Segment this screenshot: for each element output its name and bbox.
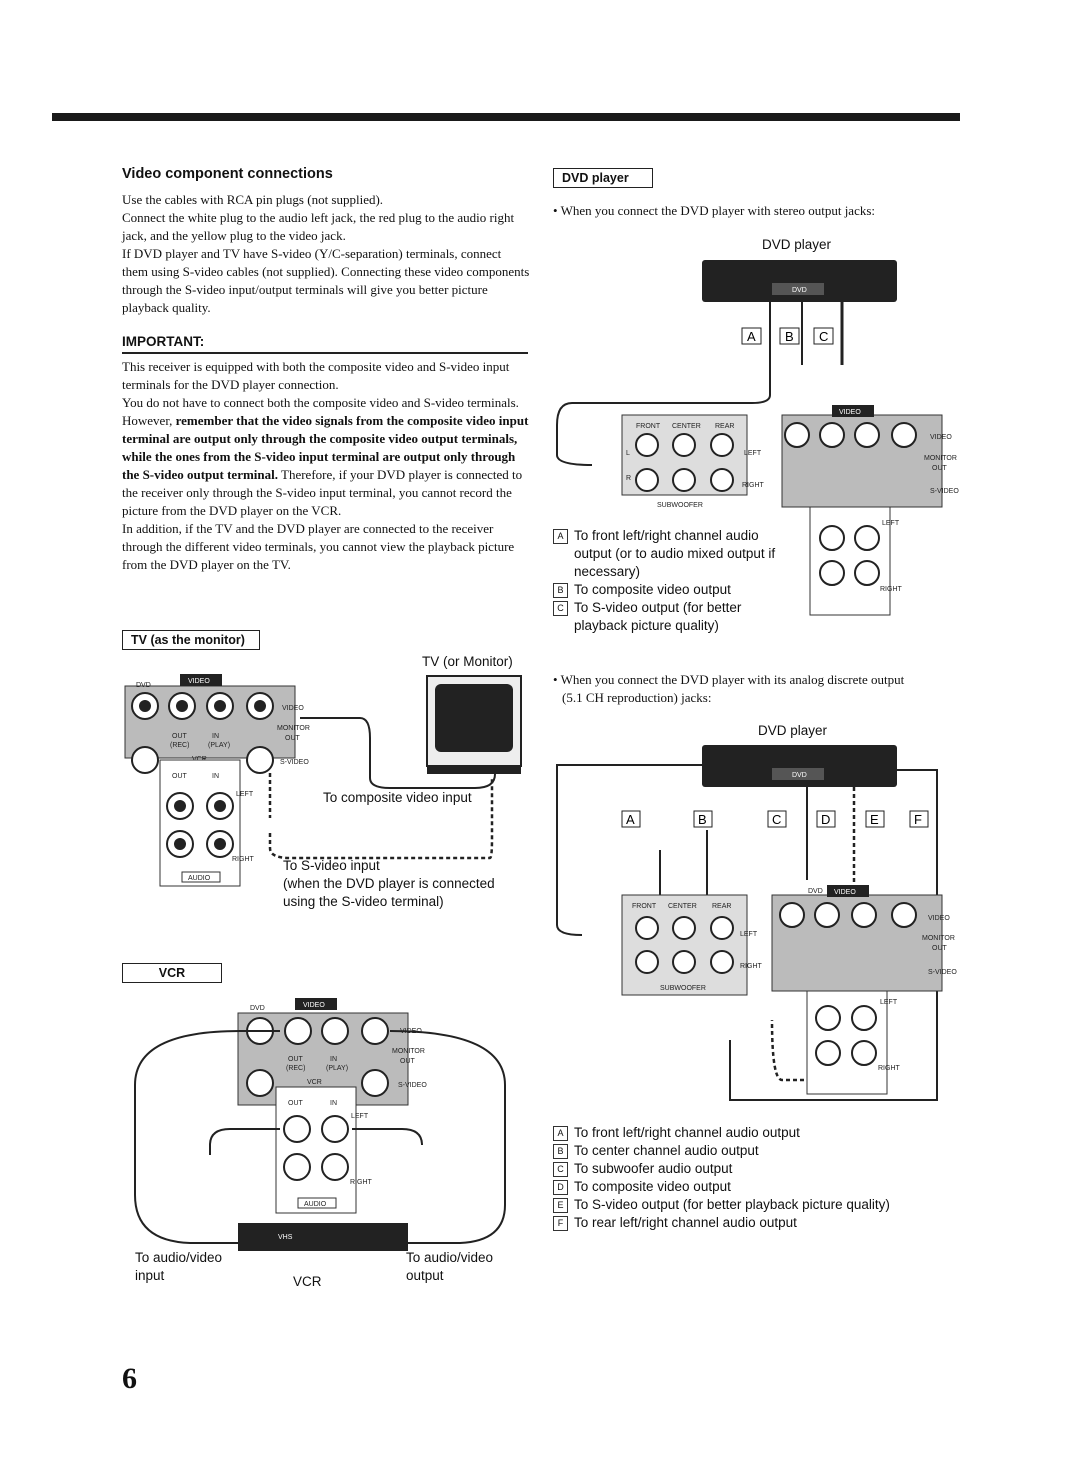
dvd-bullet-1-text: When you connect the DVD player with stereo output jacks:: [560, 203, 876, 218]
panel-monitor: MONITOR: [277, 725, 310, 732]
legend-text: output (or to audio mixed output if: [574, 546, 776, 561]
jack: [322, 1018, 348, 1044]
svideo-jack: [362, 1070, 388, 1096]
jack: [636, 469, 658, 491]
legend-text: To front left/right channel audio: [574, 528, 759, 543]
dvd-bullet-1: • When you connect the DVD player with stereo output jacks:: [553, 203, 876, 218]
center-cable: [660, 830, 707, 900]
jack-core: [174, 800, 186, 812]
jack: [855, 526, 879, 550]
panel-out2: OUT: [288, 1100, 303, 1107]
panel-left: LEFT: [744, 450, 762, 457]
legend-1-row: [553, 581, 813, 599]
jack: [673, 917, 695, 939]
panel-rec: (REC): [170, 742, 190, 749]
jack: [711, 434, 733, 456]
panel-right2: RIGHT: [878, 1065, 900, 1072]
letter-d: D: [821, 812, 831, 827]
panel-play: (PLAY): [326, 1065, 349, 1072]
legend-key: A: [553, 529, 568, 544]
panel-out: OUT: [288, 1056, 303, 1063]
legend-key: F: [553, 1216, 568, 1231]
jack-core: [254, 700, 266, 712]
jack: [322, 1116, 348, 1142]
panel-right: RIGHT: [740, 963, 762, 970]
vcr-input-caption-2: input: [135, 1268, 165, 1283]
section-title: Video component connections: [122, 166, 333, 182]
jack: [855, 561, 879, 585]
legend-key: D: [553, 1180, 568, 1195]
jack: [285, 1018, 311, 1044]
dvd-audio-panel: [622, 895, 747, 995]
jack-core: [176, 700, 188, 712]
jack: [636, 917, 658, 939]
legend-1: [553, 527, 813, 635]
panel-out: OUT: [172, 733, 187, 740]
panel-right: RIGHT: [742, 482, 764, 489]
legend-2-row: [553, 1214, 890, 1232]
vcr-section-label: VCR: [122, 963, 222, 983]
jack: [711, 951, 733, 973]
audio-block: [810, 507, 890, 615]
important-heading: IMPORTANT:: [122, 334, 205, 349]
legend-key: C: [553, 601, 568, 616]
panel-right: RIGHT: [350, 1179, 372, 1186]
panel-subwoofer: SUBWOOFER: [660, 985, 706, 992]
panel-video-label: VIDEO: [400, 1028, 422, 1035]
legend-text: playback picture quality): [574, 618, 719, 633]
legend-2-row: [553, 1196, 890, 1214]
jack: [815, 903, 839, 927]
letter-f: F: [914, 812, 922, 827]
letter-a: A: [747, 329, 756, 344]
jack: [673, 469, 695, 491]
panel-video-tag: VIDEO: [834, 889, 856, 896]
legend-text: To rear left/right channel audio output: [574, 1215, 797, 1230]
panel-right2: RIGHT: [880, 586, 902, 593]
jack: [636, 951, 658, 973]
legend-2: [553, 1124, 890, 1232]
letter-a: A: [626, 812, 635, 827]
legend-1-row: [553, 563, 813, 581]
legend-text: To front left/right channel audio output: [574, 1125, 800, 1140]
vcr-vhs-logo: VHS: [278, 1234, 293, 1241]
legend-1-row: [553, 599, 813, 617]
legend-text: To center channel audio output: [574, 1143, 759, 1158]
panel-left: LEFT: [740, 931, 758, 938]
legend-2-row: [553, 1142, 890, 1160]
svideo-cable: [270, 773, 492, 858]
jack: [673, 951, 695, 973]
panel-dvd-tag: DVD: [808, 888, 823, 895]
jack: [852, 1006, 876, 1030]
important-p1: This receiver is equipped with both the composite video and S-video input terminals for the DVD player connection.: [122, 359, 510, 392]
panel-audio: AUDIO: [188, 875, 211, 882]
tv-section-label: TV (as the monitor): [122, 630, 260, 650]
panel-subwoofer: SUBWOOFER: [657, 502, 703, 509]
panel-video-label: VIDEO: [928, 915, 950, 922]
dvd-bullet-2-text-a: When you connect the DVD player with its analog discrete output: [560, 672, 905, 687]
intro-p3: If DVD player and TV have S-video (Y/C-separation) terminals, connect them using S-video cables (not supplied). Connecting these video components through the S-video input/output terminals will give you better picture playback quality.: [122, 246, 530, 315]
panel-svideo: S-VIDEO: [398, 1082, 427, 1089]
vcr-output-caption-1: To audio/video: [406, 1250, 494, 1265]
jack: [892, 903, 916, 927]
important-p3: [122, 412, 530, 520]
vcr-input-caption-1: To audio/video: [135, 1250, 223, 1265]
panel-right: RIGHT: [232, 856, 254, 863]
legend-key: B: [553, 583, 568, 598]
jack: [284, 1154, 310, 1180]
panel-video-tag: VIDEO: [839, 409, 861, 416]
jack: [852, 903, 876, 927]
jack: [322, 1154, 348, 1180]
letter-c: C: [819, 329, 829, 344]
jack: [892, 423, 916, 447]
dvd-player-body: [702, 260, 897, 302]
panel-left: LEFT: [351, 1113, 369, 1120]
intro-text: [122, 191, 530, 317]
tv-svideo-caption-2: (when the DVD player is connected: [283, 876, 495, 891]
jack: [711, 917, 733, 939]
jack: [711, 469, 733, 491]
legend-text: To subwoofer audio output: [574, 1161, 733, 1176]
legend-text: To composite video output: [574, 582, 731, 597]
panel-monitor-out: OUT: [932, 465, 947, 472]
panel-rear: REAR: [712, 903, 732, 910]
panel-vcr: VCR: [307, 1079, 322, 1086]
panel-rear: REAR: [715, 423, 735, 430]
vcr-device-label: VCR: [293, 1274, 322, 1289]
panel-svideo: S-VIDEO: [930, 488, 959, 495]
p3-tail: Therefore, if your DVD player is connected to the receiver only through the S-video input terminal, you cannot record the picture from the DVD player on the VCR.: [122, 467, 523, 518]
panel-left: LEFT: [236, 791, 254, 798]
panel-center: CENTER: [668, 903, 697, 910]
legend-1-row: [553, 545, 813, 563]
panel-svideo: S-VIDEO: [928, 969, 957, 976]
important-p2: You do not have to connect both the composite video and S-video terminals.: [122, 395, 519, 410]
panel-in2: IN: [330, 1100, 337, 1107]
intro-p1: Use the cables with RCA pin plugs (not supplied).: [122, 192, 384, 207]
panel-front: FRONT: [636, 423, 661, 430]
legend-2-row: [553, 1124, 890, 1142]
dvd-device-label-1: DVD player: [762, 237, 832, 252]
panel-rec: (REC): [286, 1065, 306, 1072]
panel-video-tag: VIDEO: [303, 1002, 325, 1009]
legend-text: To composite video output: [574, 1179, 731, 1194]
jack-core: [174, 838, 186, 850]
panel-front: FRONT: [632, 903, 657, 910]
legend-1-row: [553, 527, 813, 545]
panel-left2: LEFT: [880, 999, 898, 1006]
panel-r: R: [626, 475, 632, 482]
panel-center: CENTER: [672, 423, 701, 430]
jack: [855, 423, 879, 447]
vcr-output-caption-2: output: [406, 1268, 444, 1283]
panel-left2: LEFT: [882, 520, 900, 527]
jack-core: [214, 838, 226, 850]
audio-cable: [210, 1129, 280, 1155]
jack: [785, 423, 809, 447]
panel-in2: IN: [212, 773, 219, 780]
panel-play: (PLAY): [208, 742, 231, 749]
audio-block: [807, 991, 887, 1094]
tv-device-label: TV (or Monitor): [422, 654, 513, 669]
dvd-section-label: DVD player: [553, 168, 653, 188]
panel-out2: OUT: [172, 773, 187, 780]
panel-video-label: VIDEO: [930, 434, 952, 441]
p3-lead: However,: [122, 413, 176, 428]
panel-audio: AUDIO: [304, 1201, 327, 1208]
panel-dvd-tag: DVD: [250, 1005, 265, 1012]
important-p4: In addition, if the TV and the DVD player are connected to the receiver through the different video terminals, you cannot view the playback picture from the DVD player on the TV.: [122, 521, 515, 572]
panel-monitor-out: OUT: [400, 1058, 415, 1065]
panel-video-label: VIDEO: [282, 705, 304, 712]
legend-key: A: [553, 1126, 568, 1141]
panel-in: IN: [330, 1056, 337, 1063]
panel-l: L: [626, 450, 630, 457]
panel-in: IN: [212, 733, 219, 740]
letter-b: B: [698, 812, 707, 827]
panel-monitor: MONITOR: [922, 935, 955, 942]
important-text: [122, 358, 530, 574]
legend-text: To S-video output (for better playback picture quality): [574, 1197, 890, 1212]
svideo-jack: [247, 747, 273, 773]
tv-svideo-caption-3: using the S-video terminal): [283, 894, 444, 909]
panel-video-tag: VIDEO: [188, 678, 210, 685]
dvd-device-label-2: DVD player: [758, 723, 828, 738]
letter-e: E: [870, 812, 879, 827]
legend-key: E: [553, 1198, 568, 1213]
jack: [362, 1018, 388, 1044]
panel-monitor: MONITOR: [924, 455, 957, 462]
jack-core: [214, 800, 226, 812]
jack-core: [139, 700, 151, 712]
jack: [673, 434, 695, 456]
jack: [636, 434, 658, 456]
vcr-device: [238, 1223, 408, 1251]
panel-monitor: MONITOR: [392, 1048, 425, 1055]
audio-cable: [352, 1129, 422, 1145]
tv-base: [427, 766, 521, 774]
svideo-jack: [247, 1070, 273, 1096]
intro-p2: Connect the white plug to the audio left jack, the red plug to the audio right jack, and the yellow plug to the video jack.: [122, 210, 515, 243]
jack: [820, 526, 844, 550]
legend-text: necessary): [574, 564, 641, 579]
letter-b: B: [785, 329, 794, 344]
jack: [780, 903, 804, 927]
legend-text: To S-video output (for better: [574, 600, 742, 615]
panel-monitor-out: OUT: [932, 945, 947, 952]
legend-key: C: [553, 1162, 568, 1177]
p3-bold: remember that the video signals from the composite video input terminal are output only through the composite video output terminals, while the ones from the S-video input terminal are output only through the S-video output terminal.: [122, 413, 529, 482]
page-number: 6: [122, 1362, 137, 1395]
letter-c: C: [772, 812, 782, 827]
legend-2-row: [553, 1178, 890, 1196]
dvd-bullet-2-text-b: (5.1 CH reproduction) jacks:: [562, 690, 712, 705]
jack: [852, 1041, 876, 1065]
jack: [816, 1006, 840, 1030]
panel-svideo: S-VIDEO: [280, 759, 309, 766]
jack: [816, 1041, 840, 1065]
jack: [820, 423, 844, 447]
dvd-player-logo: DVD: [792, 772, 807, 779]
panel-dvd-tag: DVD: [136, 682, 151, 689]
dvd-51-diagram: [552, 740, 957, 1110]
jack: [284, 1116, 310, 1142]
header-rule: [52, 113, 960, 121]
legend-key: B: [553, 1144, 568, 1159]
jack-core: [214, 700, 226, 712]
tv-screen: [435, 684, 513, 752]
tv-composite-caption: To composite video input: [323, 790, 472, 805]
jack: [820, 561, 844, 585]
dvd-player-logo: DVD: [792, 287, 807, 294]
panel-monitor-out: OUT: [285, 735, 300, 742]
legend-2-row: [553, 1160, 890, 1178]
svideo-jack: [132, 747, 158, 773]
dvd-bullet-2: • When you connect the DVD player with its analog discrete output (5.1 CH reproduction) jacks:: [553, 671, 963, 707]
legend-1-row: [553, 617, 813, 635]
important-rule: [122, 352, 528, 354]
tv-svideo-caption-1: To S-video input: [283, 858, 380, 873]
vcr-diagram: [130, 995, 510, 1255]
